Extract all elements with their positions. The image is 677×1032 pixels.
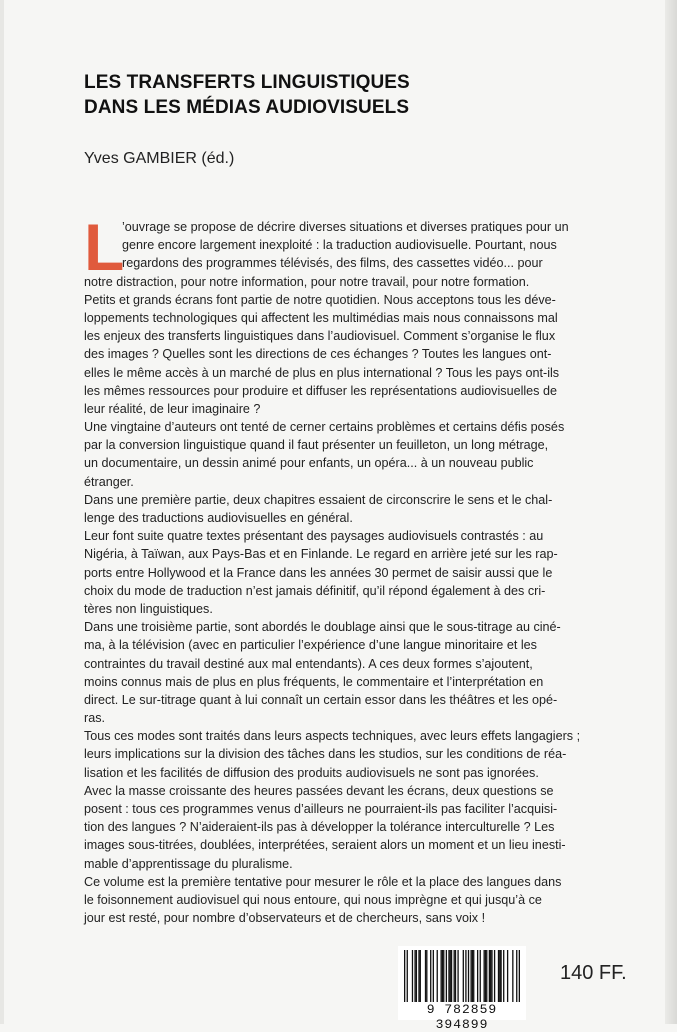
barcode-bar — [412, 950, 413, 1002]
blurb-line: ras. — [84, 711, 105, 726]
barcode-bar — [416, 950, 417, 1002]
barcode-bar — [457, 950, 458, 1002]
barcode-bar — [448, 950, 449, 1002]
barcode-bar — [418, 950, 419, 1002]
page-right-edge — [665, 0, 677, 1024]
barcode-bar — [440, 950, 441, 1002]
blurb-line: regardons des programmes télévisés, des films, des cassettes vidéo... pour — [122, 256, 543, 271]
barcode-bar — [516, 950, 517, 1002]
blurb-line: Tous ces modes sont traités dans leurs aspects techniques, avec leurs effets langagiers ; — [84, 729, 581, 744]
barcode-bar — [473, 950, 474, 1002]
blurb-line: loppements technologiques qui affectent les multimédias mais nous connaissons mal — [84, 310, 558, 325]
barcode-bar — [500, 950, 501, 1002]
barcode-bar — [472, 950, 473, 1002]
barcode-bar — [468, 950, 469, 1002]
blurb-line: moins connus mais de plus en plus fréquents, le commentaire et l’interprétation en — [84, 674, 544, 689]
price-label: 140 FF. — [560, 962, 627, 984]
barcode-bar — [491, 950, 492, 1002]
blurb-line: contraintes du travail destiné aux mal entendants). A ces deux formes s’ajoutent, — [84, 656, 533, 671]
blurb-line: ’ouvrage se propose de décrire diverses situations et diverses pratiques pour un — [122, 220, 569, 234]
blurb-line: ma, à la télévision (avec en particulier l’expérience d’une langue minoritaire et les — [84, 638, 537, 653]
barcode-bar — [430, 950, 431, 1002]
blurb-line: les enjeux des transferts linguistiques dans l’audiovisuel. Comment s’organise le flux — [84, 329, 556, 344]
barcode-bar — [420, 950, 421, 1002]
barcode-bar — [480, 950, 481, 1002]
book-title-line-2: DANS LES MÉDIAS AUDIOVISUELS — [84, 97, 410, 118]
barcode-bar — [425, 950, 426, 1002]
barcode-bar — [433, 950, 434, 1002]
barcode-bar — [451, 950, 452, 1002]
barcode-bar — [426, 950, 427, 1002]
page-left-edge — [0, 0, 4, 1024]
barcode-bar — [485, 950, 486, 1002]
barcode-bar — [503, 950, 504, 1002]
blurb-line: tères non linguistiques. — [84, 601, 213, 616]
blurb-line: Ce volume est la première tentative pour mesurer le rôle et la place des langues dans — [84, 874, 562, 889]
barcode-bar — [465, 950, 466, 1002]
barcode-bar — [407, 950, 408, 1002]
blurb-line: leur réalité, de leur imaginaire ? — [84, 401, 261, 416]
barcode-bar — [454, 950, 455, 1002]
blurb-line: lenge des traductions audiovisuelles en général. — [84, 511, 353, 525]
blurb-line: mable d’apprentissage du pluralisme. — [84, 856, 293, 871]
blurb-line: des images ? Quelles sont les directions de ces échanges ? Toutes les langues ont- — [84, 347, 552, 362]
barcode-bar — [455, 950, 456, 1002]
barcode-bar — [414, 950, 415, 1002]
blurb-line: leurs implications sur la division des tâches dans les studios, sur les conditions de réa- — [84, 747, 567, 762]
barcode-bar — [498, 950, 499, 1002]
blurb-line: ports entre Hollywood et la France dans les années 30 permet de saisir aussi que le — [84, 565, 553, 580]
blurb-line: Leur font suite quatre textes présentant des paysages audiovisuels contrastés : au — [84, 529, 544, 544]
barcode-bar — [443, 950, 444, 1002]
barcode-bar — [470, 950, 471, 1002]
blurb-line: notre distraction, pour notre information, pour notre travail, pour notre formation. — [84, 274, 530, 289]
blurb-line: un documentaire, un dessin animé pour enfants, un opéra... à un nouveau public — [84, 456, 534, 471]
blurb-line: par la conversion linguistique quand il faut présenter un feuilleton, un long métrage, — [84, 438, 549, 453]
blurb-line: Nigéria, à Taïwan, aux Pays-Bas et en Finlande. Le regard en arrière jeté sur les rap- — [84, 547, 558, 562]
blurb-line: Petits et grands écrans font partie de notre quotidien. Nous acceptons tous les déve- — [84, 292, 556, 307]
drop-cap: L — [84, 210, 125, 284]
barcode-bar — [484, 950, 485, 1002]
blurb-line: jour est resté, pour nombre d’observateurs et de chercheurs, sans voix ! — [84, 911, 486, 926]
book-title-line-1: LES TRANSFERTS LINGUISTIQUES — [84, 72, 410, 93]
back-cover-blurb — [84, 210, 581, 927]
blurb-line: direct. Le sur-titrage quant à lui connaît un certain essor dans les théâtres et les opé- — [84, 692, 558, 707]
barcode-bar — [519, 950, 520, 1002]
barcode-bar — [450, 950, 451, 1002]
book-title — [84, 70, 624, 120]
isbn-number: 9 782859 394899 — [426, 1002, 498, 1032]
barcode-bar — [486, 950, 487, 1002]
blurb-line: Avec la masse croissante des heures passées devant les écrans, deux questions se — [84, 783, 554, 798]
barcode-bar — [437, 950, 438, 1002]
barcode-bar — [494, 950, 495, 1002]
blurb-line: images sous-titrées, doublées, interprétées, seraient alors un moment et un lieu inesti- — [84, 838, 566, 853]
barcode-bar — [442, 950, 443, 1002]
blurb-line: Une vingtaine d’auteurs ont tenté de cerner certains problèmes et certains défis posés — [84, 420, 565, 435]
book-author: Yves GAMBIER (éd.) — [84, 150, 235, 167]
blurb-line: elles le même accès à un marché de plus en plus international ? Tous les pays ont-ils — [84, 365, 560, 380]
blurb-line: le foisonnement audiovisuel qui nous entoure, qui nous imprègne et qui jusqu’à ce — [84, 892, 542, 907]
barcode-bar — [512, 950, 513, 1002]
barcode-bar — [477, 950, 478, 1002]
barcode-bar — [446, 950, 447, 1002]
blurb-line: posent : tous ces programmes venus d’ailleurs ne pourraient-ils pas faciliter l’acquisi- — [84, 802, 558, 816]
blurb-line: tion des langues ? N’aideraient-ils pas à développer la tolérance interculturelle ? Les — [84, 820, 555, 835]
blurb-line: choix du mode de traduction n’est jamais définitif, qu’il répond également à des cri- — [84, 583, 546, 598]
barcode-bar — [463, 950, 464, 1002]
barcode-bar — [489, 950, 490, 1002]
blurb-line: genre encore largement inexploité : la traduction audiovisuelle. Pourtant, nous — [122, 238, 557, 253]
blurb-line: Dans une troisième partie, sont abordés le doublage ainsi que le sous-titrage au ciné- — [84, 620, 561, 635]
barcode-bars — [404, 950, 520, 1002]
isbn-barcode — [398, 946, 526, 1032]
barcode-bar — [404, 950, 405, 1002]
blurb-line: étranger. — [84, 474, 134, 489]
blurb-line: les mêmes ressources pour produire et diffuser les représentations audiovisuelles de — [84, 383, 557, 398]
blurb-line: lisation et les facilités de diffusion des produits audiovisuels ne sont pas ignorées. — [84, 765, 539, 780]
barcode-bar — [507, 950, 508, 1002]
barcode-bar — [499, 950, 500, 1002]
barcode-bar — [490, 950, 491, 1002]
blurb-line: Dans une première partie, deux chapitres essaient de circonscrire le sens et le chal- — [84, 492, 553, 507]
